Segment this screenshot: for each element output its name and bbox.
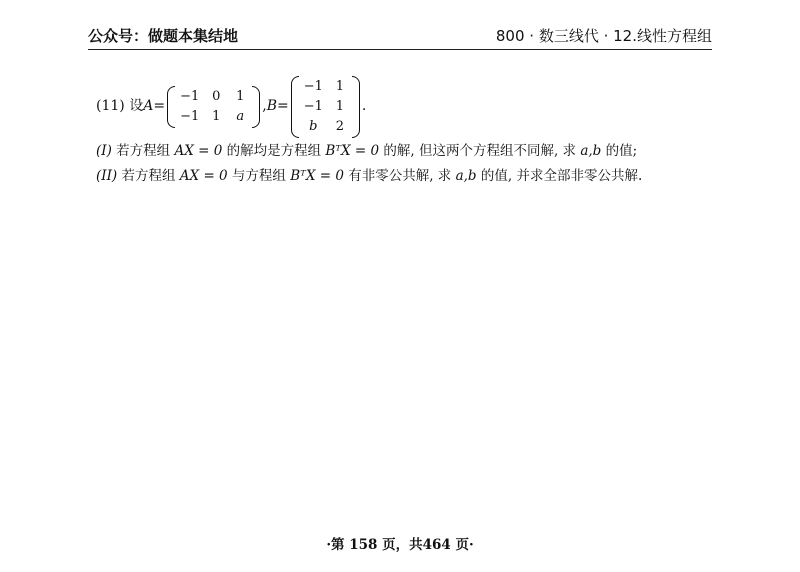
equals-sign: = [276, 98, 289, 115]
page-footer: ·第 158 页，共464 页· [326, 537, 474, 553]
matrix-cell: 1 [335, 78, 345, 94]
part-text: 有非零公共解, 求 [343, 167, 456, 184]
matrix-a-label: A [143, 98, 154, 115]
problem-statement [96, 78, 716, 136]
part-label: (I) [96, 143, 112, 159]
part-label: (II) [96, 167, 118, 184]
matrix-b [291, 78, 360, 137]
matrix-cell: −1 [180, 88, 200, 104]
variables: a,b [580, 143, 602, 159]
part-text: 的解, 但这两个方程组不同解, 求 [379, 143, 581, 159]
variables: a,b [455, 167, 477, 184]
matrix-cell: −1 [303, 78, 323, 94]
part-text: 若方程组 [117, 167, 180, 184]
part-text: 与方程组 [227, 167, 291, 184]
part-1 [96, 142, 716, 161]
matrix-a [167, 88, 260, 126]
equation: BᵀX = 0 [325, 143, 380, 159]
matrix-cell: 0 [212, 88, 221, 104]
header-chapter: 800 · 数三线代 · 12.线性方程组 [495, 27, 712, 45]
right-paren [352, 76, 360, 139]
equation: AX = 0 [179, 167, 228, 184]
part-text: 若方程组 [111, 143, 175, 159]
period: . [361, 98, 367, 115]
matrix-cell: −1 [180, 109, 200, 124]
matrix-cell: −1 [303, 98, 323, 114]
problem-number: (11) 设 [96, 98, 144, 115]
part-text: 的值, 并求全部非零公共解. [476, 167, 643, 184]
matrix-cell: b [309, 119, 318, 135]
problem-11 [96, 78, 716, 186]
matrix-cell: 1 [335, 98, 345, 114]
matrix-b-label: B [266, 98, 277, 115]
matrix-cell: 1 [212, 109, 221, 124]
header-source: 公众号：做题本集结地 [88, 27, 239, 45]
equation: AX = 0 [174, 143, 223, 159]
equation: BᵀX = 0 [290, 167, 344, 184]
left-paren [167, 86, 175, 128]
matrix-cell: 1 [236, 88, 245, 104]
left-paren [291, 76, 299, 139]
part-text: 的解均是方程组 [222, 143, 326, 159]
page-header [88, 18, 712, 50]
comma: , [262, 98, 267, 115]
equals-sign: = [153, 98, 166, 115]
part-text: 的值; [601, 143, 638, 159]
right-paren [252, 86, 260, 128]
part-2 [96, 167, 716, 186]
matrix-cell: 2 [335, 119, 345, 135]
matrix-cell: a [236, 109, 245, 124]
